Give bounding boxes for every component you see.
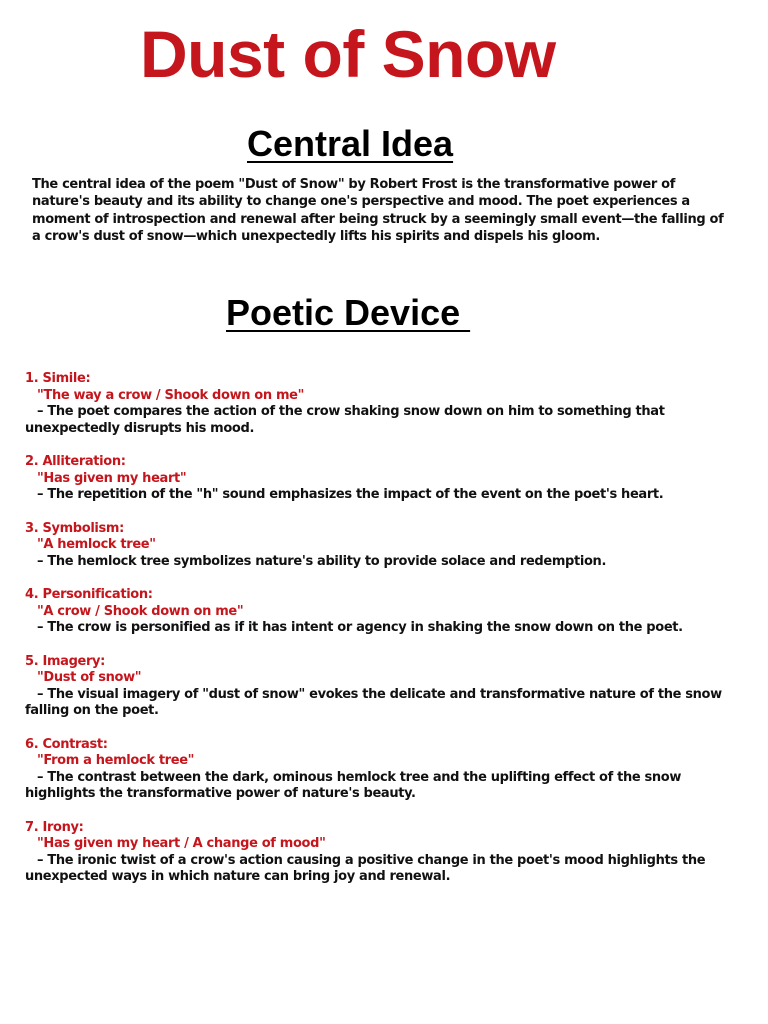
document-title: Dust of Snow: [140, 17, 556, 91]
device-description: – The ironic twist of a crow's action causing a positive change in the poet's mood highlights the unexpected ways in which nature can bring joy and renewal.: [25, 852, 706, 884]
device-item-irony: [25, 820, 745, 886]
device-item-symbolism: [25, 521, 745, 571]
device-title: 2. Alliteration:: [25, 454, 126, 469]
device-title: 5. Imagery:: [25, 653, 106, 669]
device-quote: "A crow / Shook down on me": [37, 603, 244, 619]
device-item-alliteration: [25, 454, 745, 504]
device-title: 6. Contrast:: [25, 736, 108, 752]
device-item-imagery: [25, 654, 745, 720]
device-quote: "Dust of snow": [37, 670, 142, 685]
device-title: 7. Irony:: [25, 819, 84, 835]
device-item-simile: [25, 371, 745, 437]
device-quote: "Has given my heart": [37, 470, 187, 486]
device-title: 1. Simile:: [25, 371, 91, 386]
device-description: – The repetition of the "h" sound emphasizes the impact of the event on the poet's heart.: [37, 487, 664, 502]
device-title: 4. Personification:: [25, 587, 153, 602]
device-quote: "Has given my heart / A change of mood": [37, 836, 326, 851]
poetic-device-heading: Poetic Device: [226, 292, 471, 333]
device-title: 3. Symbolism:: [25, 520, 124, 536]
poetic-device-list: [25, 371, 745, 903]
device-description: – The hemlock tree symbolizes nature's ability to provide solace and redemption.: [37, 553, 607, 569]
device-description: – The contrast between the dark, ominous hemlock tree and the uplifting effect of the snow highlights the transformative power of nature's beauty.: [25, 769, 682, 801]
central-idea-heading: Central Idea: [247, 123, 454, 164]
device-quote: "A hemlock tree": [37, 537, 156, 552]
central-idea-paragraph: The central idea of the poem "Dust of Snow" by Robert Frost is the transformative power of nature's beauty and its ability to change one's perspective and mood. The poet experiences a moment of introspection and renewal after being struck by a seemingly small event—the falling of a crow's dust of snow—which unexpectedly lifts his spirits and dispels his gloom.: [32, 177, 724, 245]
device-description: – The poet compares the action of the crow shaking snow down on him to something that unexpectedly disrupts his mood.: [25, 404, 665, 436]
device-item-contrast: [25, 737, 745, 803]
device-description: – The crow is personified as if it has intent or agency in shaking the snow down on the poet.: [37, 620, 683, 635]
device-quote: "The way a crow / Shook down on me": [37, 387, 305, 403]
device-item-personification: [25, 587, 745, 637]
device-quote: "From a hemlock tree": [37, 753, 195, 768]
device-description: – The visual imagery of "dust of snow" evokes the delicate and transformative nature of the snow falling on the poet.: [25, 686, 722, 718]
